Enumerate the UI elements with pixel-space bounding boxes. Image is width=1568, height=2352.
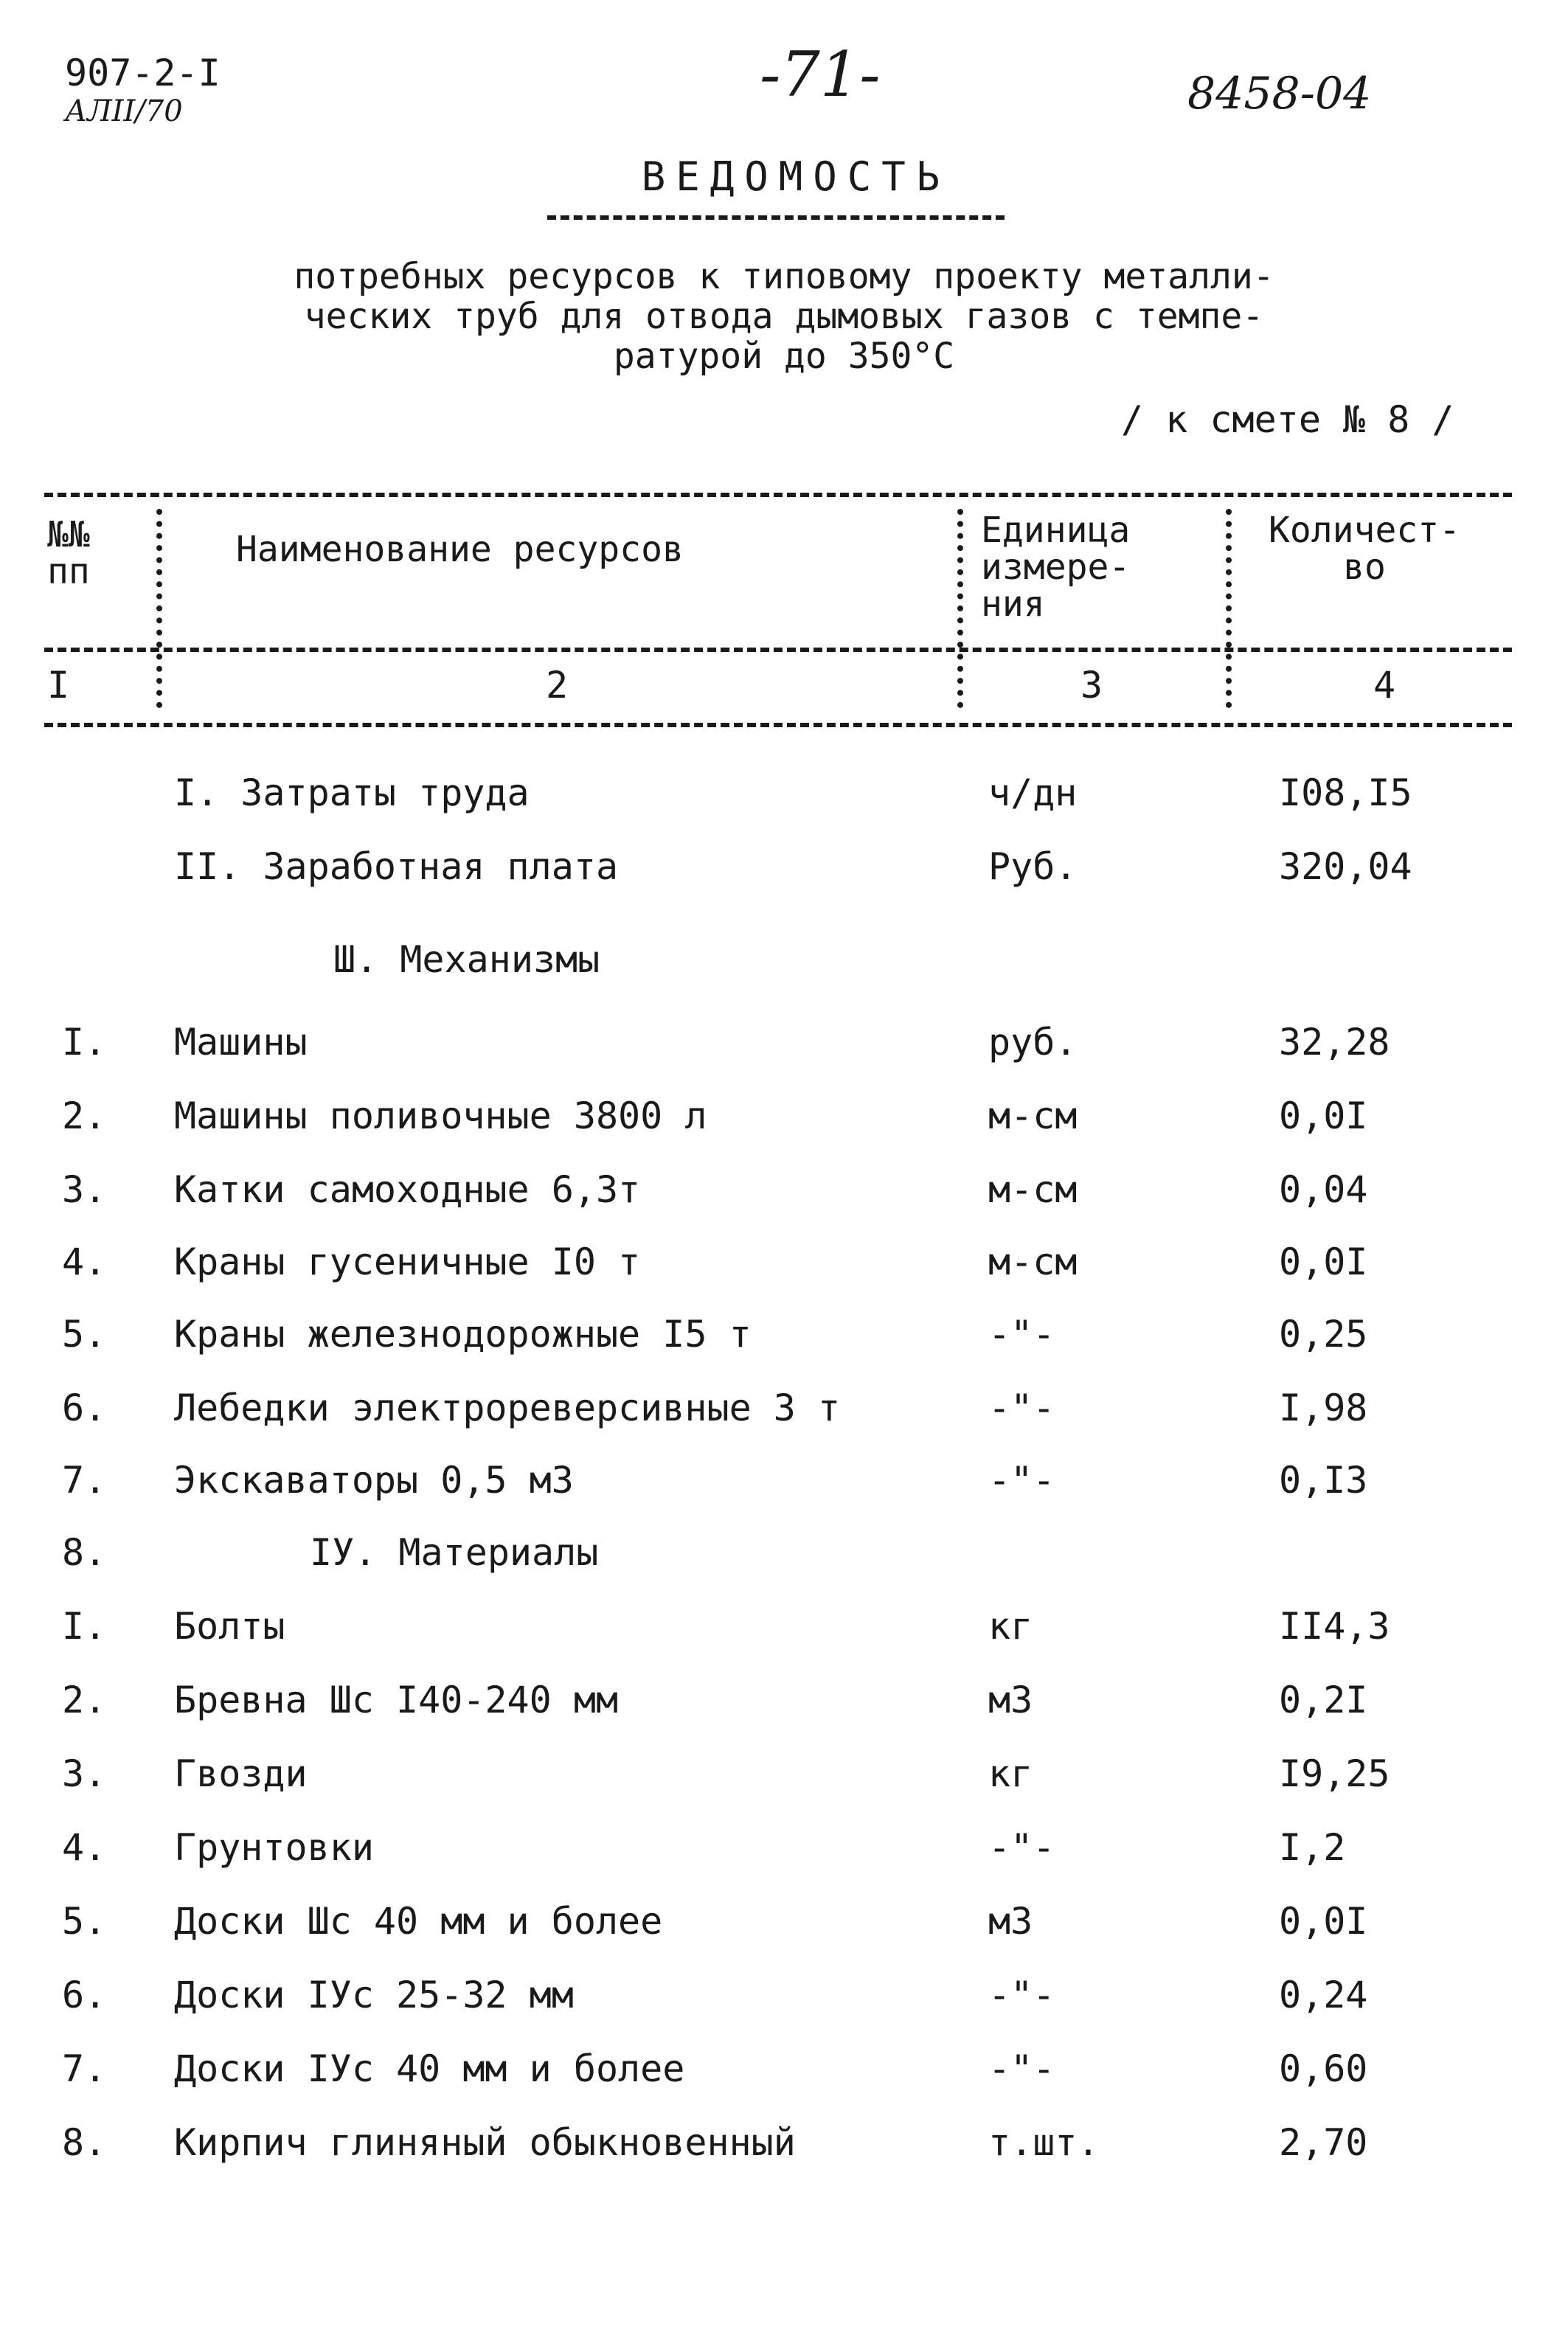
row-num: 2.	[62, 1679, 107, 1721]
row-name: Лебедки электрореверсивные 3 т	[174, 1387, 841, 1429]
row-unit: м3	[988, 1900, 1033, 1943]
section-heading: Ш. Механизмы	[333, 938, 600, 981]
row-name: Катки самоходные 6,3т	[174, 1168, 641, 1211]
row-num: 5.	[62, 1900, 107, 1943]
row-qty: I,2	[1279, 1826, 1346, 1869]
table-row	[0, 845, 1568, 919]
row-num: 4.	[62, 1241, 107, 1283]
page-number: -71-	[760, 38, 881, 111]
row-unit: -"-	[988, 2047, 1055, 2090]
row-num: I.	[62, 1021, 107, 1064]
header-bottom-rule	[44, 648, 1512, 652]
row-unit: -"-	[988, 1387, 1055, 1429]
table-row	[0, 2121, 1568, 2195]
table-row	[0, 1168, 1568, 1242]
handwritten-number: 8458-04	[1187, 68, 1372, 119]
header-qty: Количест- во	[1268, 510, 1461, 588]
row-num: 6.	[62, 1387, 107, 1429]
table-row	[0, 1021, 1568, 1095]
row-unit: ч/дн	[988, 771, 1078, 814]
row-num: 4.	[62, 1826, 107, 1869]
row-name: Гвозди	[174, 1752, 308, 1795]
row-qty: 0,0I	[1279, 1095, 1368, 1137]
row-unit: Руб.	[988, 845, 1078, 888]
header-name: Наименование ресурсов	[236, 529, 684, 570]
row-num: 7.	[62, 2047, 107, 2090]
row-qty: 0,24	[1279, 1974, 1368, 2016]
row-qty: 2,70	[1279, 2121, 1368, 2164]
row-name: II. Заработная плата	[174, 845, 619, 888]
row-qty: 0,04	[1279, 1168, 1368, 1211]
column-number-3: 3	[1080, 664, 1103, 707]
row-unit: м-см	[988, 1095, 1078, 1137]
row-unit: -"-	[988, 1313, 1055, 1356]
section-heading-row	[0, 1531, 1568, 1605]
row-unit: кг	[988, 1752, 1033, 1795]
column-number-4: 4	[1373, 664, 1396, 707]
row-unit: м-см	[988, 1168, 1078, 1211]
row-unit: руб.	[988, 1021, 1078, 1064]
row-name: Машины	[174, 1021, 308, 1064]
title-underline	[547, 215, 1005, 220]
table-top-rule	[44, 493, 1512, 497]
row-qty: I08,I5	[1279, 771, 1412, 814]
table-row	[0, 2047, 1568, 2121]
document-title: ВЕДОМОСТЬ	[641, 153, 951, 200]
row-name: Краны гусеничные I0 т	[174, 1241, 641, 1283]
row-num: 3.	[62, 1168, 107, 1211]
row-name: Экскаваторы 0,5 м3	[174, 1459, 574, 1502]
document-subtitle: потребных ресурсов к типовому проекту металли- ческих труб для отвода дымовых газов с темпе- ратурой до 350°С	[294, 256, 1274, 377]
column-number-1: I	[47, 664, 70, 707]
row-name: Доски IУс 25-32 мм	[174, 1974, 574, 2016]
row-qty: II4,3	[1279, 1605, 1390, 1648]
row-unit: т.шт.	[988, 2121, 1100, 2164]
table-row	[0, 1095, 1568, 1168]
row-unit: -"-	[988, 1974, 1055, 2016]
table-row	[0, 1679, 1568, 1752]
estimate-reference: / к смете № 8 /	[1121, 398, 1454, 441]
table-row	[0, 1605, 1568, 1679]
document-code: 907-2-I	[65, 52, 221, 94]
table-row	[0, 771, 1568, 845]
table-row	[0, 1459, 1568, 1533]
row-unit: -"-	[988, 1826, 1055, 1869]
table-row	[0, 1752, 1568, 1826]
row-num: 8.	[62, 1531, 107, 1574]
header-num: №№ пп	[47, 514, 90, 592]
row-name: I. Затраты труда	[174, 771, 530, 814]
row-name: Кирпич глиняный обыкновенный	[174, 2121, 796, 2164]
row-unit: м-см	[988, 1241, 1078, 1283]
colnum-bottom-rule	[44, 723, 1512, 727]
row-num: 6.	[62, 1974, 107, 2016]
row-name: Машины поливочные 3800 л	[174, 1095, 707, 1137]
row-num: 2.	[62, 1095, 107, 1137]
row-unit: кг	[988, 1605, 1033, 1648]
row-name: Бревна Шс I40-240 мм	[174, 1679, 619, 1721]
section-heading-row	[0, 938, 1568, 1012]
row-qty: 0,60	[1279, 2047, 1368, 2090]
document-subcode: АЛII/70	[65, 94, 183, 128]
table-row	[0, 1974, 1568, 2047]
row-name: Доски Шс 40 мм и более	[174, 1900, 663, 1943]
row-unit: -"-	[988, 1459, 1055, 1502]
row-qty: 0,I3	[1279, 1459, 1368, 1502]
row-name: Болты	[174, 1605, 285, 1648]
row-qty: 0,25	[1279, 1313, 1368, 1356]
row-qty: 320,04	[1279, 845, 1412, 888]
row-qty: 0,0I	[1279, 1241, 1368, 1283]
row-num: 8.	[62, 2121, 107, 2164]
table-row	[0, 1241, 1568, 1314]
table-row	[0, 1900, 1568, 1974]
row-num: I.	[62, 1605, 107, 1648]
row-name: Доски IУс 40 мм и более	[174, 2047, 685, 2090]
row-qty: 0,2I	[1279, 1679, 1368, 1721]
column-number-2: 2	[545, 664, 569, 707]
table-row	[0, 1313, 1568, 1387]
row-qty: I,98	[1279, 1387, 1368, 1429]
row-num: 3.	[62, 1752, 107, 1795]
row-qty: 32,28	[1279, 1021, 1390, 1064]
header-unit: Единица измере- ния	[981, 510, 1131, 625]
row-name: Грунтовки	[174, 1826, 374, 1869]
table-row	[0, 1826, 1568, 1900]
row-unit: м3	[988, 1679, 1033, 1721]
row-qty: 0,0I	[1279, 1900, 1368, 1943]
row-num: 5.	[62, 1313, 107, 1356]
table-row	[0, 1387, 1568, 1460]
row-qty: I9,25	[1279, 1752, 1390, 1795]
row-num: 7.	[62, 1459, 107, 1502]
section-heading: IУ. Материалы	[310, 1531, 599, 1574]
row-name: Краны железнодорожные I5 т	[174, 1313, 752, 1356]
